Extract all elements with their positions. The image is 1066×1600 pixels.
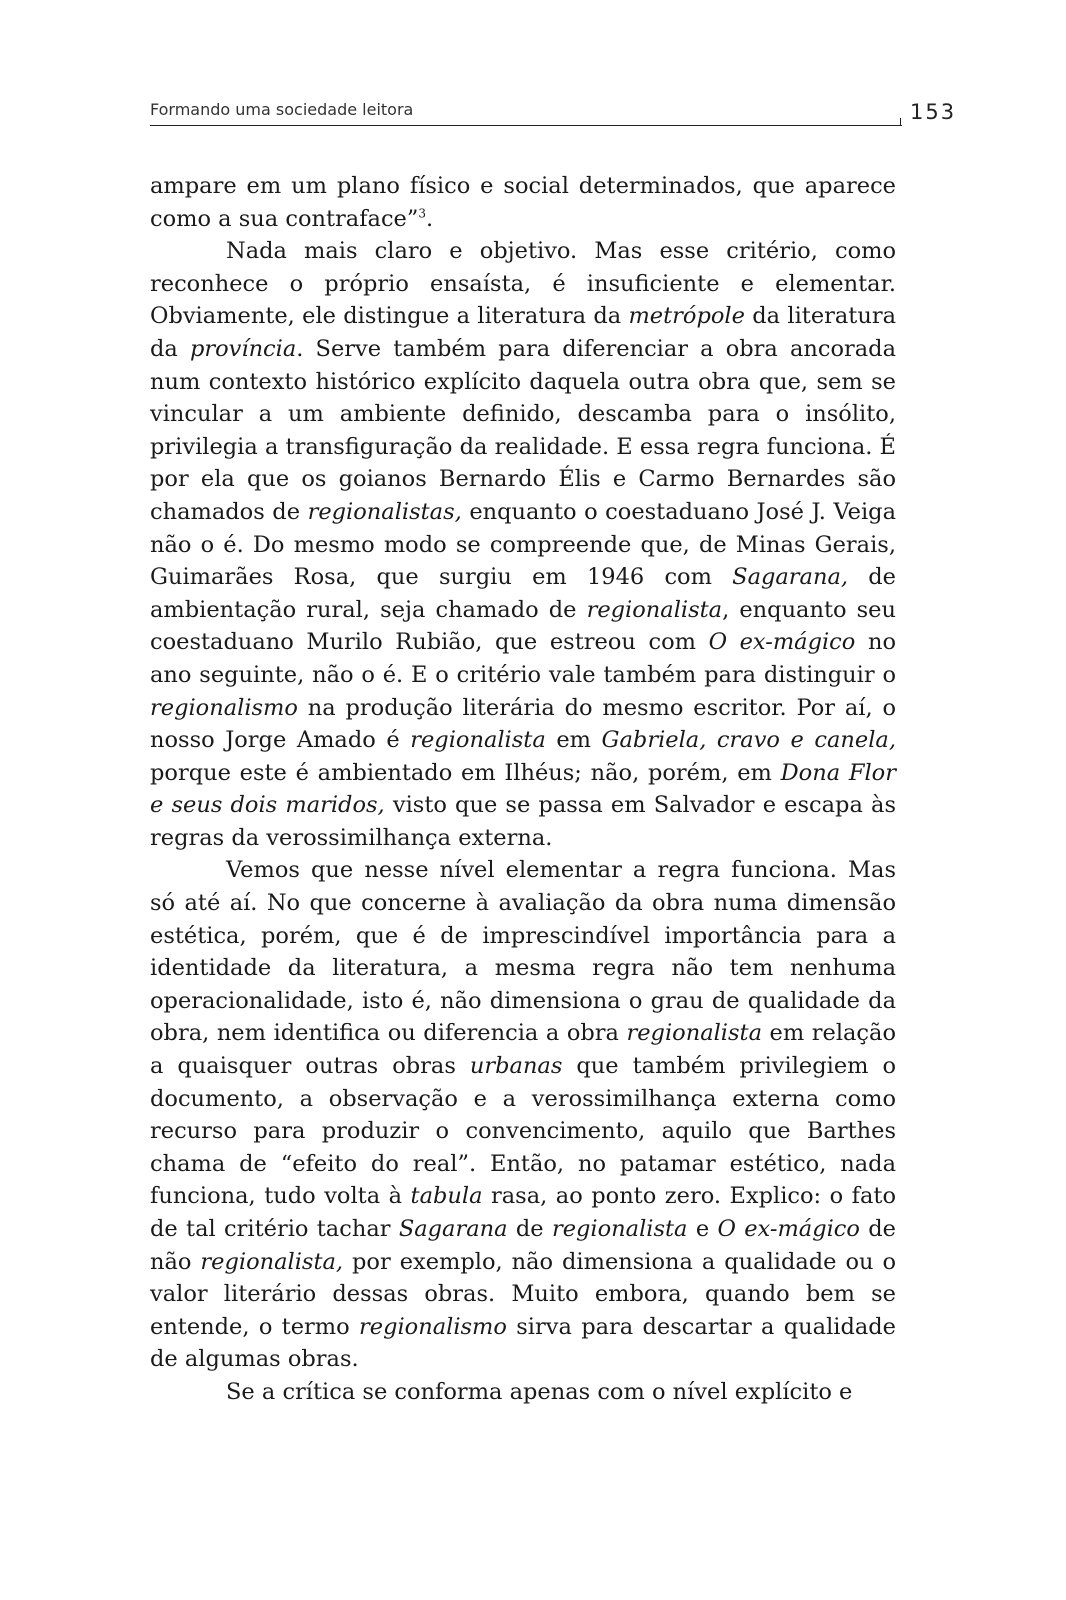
text-run: no ano seguinte, não o é. E o critério vale também para distinguir o xyxy=(150,629,896,688)
italic-run: regionalismo xyxy=(150,694,298,721)
running-head: Formando uma sociedade leitora xyxy=(150,100,414,119)
text-run: de não xyxy=(150,1216,897,1275)
text-run: por exemplo, não dimensiona a qualidade ou o valor literário dessas obras. Muito embora, quando bem se entende, o termo xyxy=(150,1248,896,1340)
text-run: na produção literária do mesmo escritor. Por aí, o nosso Jorge Amado é xyxy=(150,694,896,754)
text-run: Se a crítica se conforma apenas com o nível explícito e xyxy=(226,1378,853,1405)
paragraph xyxy=(150,235,896,854)
paragraph xyxy=(150,170,896,235)
text-run: da literatura da xyxy=(150,303,897,362)
text-run: sirva para descartar a qualidade de algumas obras. xyxy=(150,1313,896,1373)
text-run: rasa, ao ponto zero. Explico: o fato de tal critério tachar xyxy=(150,1183,897,1242)
text-run: porque este é ambientado em Ilhéus; não, porém, em xyxy=(150,759,781,786)
header-rule-tick xyxy=(900,118,901,126)
italic-run: regionalistas, xyxy=(307,498,462,525)
text-run: em relação a quaisquer outras obras xyxy=(150,1020,896,1080)
italic-run: regionalista xyxy=(410,727,546,754)
italic-run: Sagarana xyxy=(398,1216,508,1242)
text-run: de ambientação rural, seja chamado de xyxy=(150,564,896,623)
footnote-ref: 3 xyxy=(418,206,427,221)
text-run: em xyxy=(545,727,602,754)
text-run: ampare em um plano físico e social determinados, que aparece como a sua contraface” xyxy=(150,173,896,232)
text-run: . xyxy=(426,205,434,232)
italic-run: regionalista, xyxy=(200,1248,344,1275)
page-number: 153 xyxy=(910,100,957,124)
italic-run: O ex-mágico xyxy=(708,629,856,656)
text-run: enquanto o coestaduano José J. Veiga não o é. Do mesmo modo se compreende que, de Minas Gerais, Guimarães Rosa, que surgiu em 1946 com xyxy=(150,498,896,591)
italic-run: regionalismo xyxy=(359,1313,507,1340)
italic-run: Dona Flor e seus dois maridos, xyxy=(150,759,896,819)
italic-run: Gabriela, cravo e canela, xyxy=(601,727,896,754)
text-run: e xyxy=(687,1216,718,1242)
italic-run: regionalista xyxy=(551,1216,688,1242)
header-rule xyxy=(150,125,902,126)
text-run: visto que se passa em Salvador e escapa às regras da verossimilhança externa. xyxy=(150,792,896,851)
italic-run: Sagarana, xyxy=(732,564,849,591)
text-run: Nada mais claro e objetivo. Mas esse critério, como reconhece o próprio ensaísta, é insuficiente e elementar. Obviamente, ele distingue a literatura da xyxy=(150,238,896,330)
text-run: , enquanto seu coestaduano Murilo Rubião, que estreou com xyxy=(150,596,896,656)
italic-run: metrópole xyxy=(628,303,745,330)
paragraph xyxy=(150,1376,896,1409)
paragraph xyxy=(150,854,896,1376)
italic-run: regionalista xyxy=(586,596,723,623)
text-run: que também privilegiem o documento, a observação e a verossimilhança externa como recurso para produzir o convencimento, aquilo que Barthes chama de “efeito do real”. Então, no patamar estético, nada funciona, tudo volta à xyxy=(150,1053,897,1210)
text-run: . Serve também para diferenciar a obra ancorada num contexto histórico explícito daquela outra obra que, sem se vincular a um ambiente definido, descamba para o insólito, privilegia a transfiguração da realidade. E essa regra funciona. É por ela que os goianos Bernardo Élis e Carmo Bernardes são chamados de xyxy=(150,335,896,525)
italic-run: O ex-mágico xyxy=(717,1216,860,1242)
italic-run: província xyxy=(189,335,297,362)
italic-run: regionalista xyxy=(626,1020,763,1047)
text-run: de xyxy=(507,1216,552,1242)
body-text xyxy=(150,170,896,1409)
italic-run: urbanas xyxy=(469,1053,563,1080)
italic-run: tabula xyxy=(410,1183,483,1210)
text-run: Vemos que nesse nível elementar a regra funciona. Mas só até aí. No que concerne à avaliação da obra numa dimensão estética, porém, que é de imprescindível importância para a identidade da literatura, a mesma regra não tem nenhuma operacionalidade, isto é, não dimensiona o grau de qualidade da obra, nem identifica ou diferencia a obra xyxy=(150,857,896,1047)
